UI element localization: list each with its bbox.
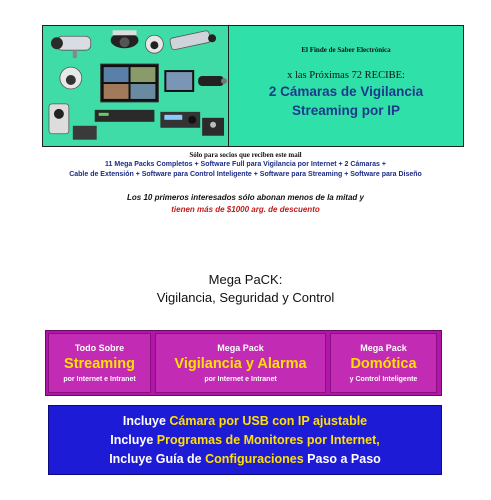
box-sub-label: por Internet e Intranet (204, 376, 277, 383)
promo-text-panel (229, 26, 463, 146)
box-streaming (48, 333, 151, 393)
discount-note: tienen más de $1000 arg. de descuento (171, 205, 320, 214)
product-boxes (45, 330, 442, 396)
speed-dome-camera-icon (145, 35, 163, 53)
dvr-icon (95, 110, 155, 122)
includes-highlight: Programas de Monitores por Internet, (156, 432, 380, 447)
promo-source: El Finde de Saber Electrónica (301, 46, 391, 54)
camera-small-icon (73, 126, 97, 140)
cameras-illustration (43, 26, 228, 146)
includes-prefix: Incluye (110, 432, 157, 447)
includes-box (48, 405, 442, 475)
first10-note: Los 10 primeros interesados sólo abonan menos de la mitad y (127, 193, 364, 202)
monitor-icon (101, 64, 159, 102)
box-main-label: Vigilancia y Alarma (174, 356, 307, 372)
box-sub-label: por Internet e Intranet (63, 376, 136, 383)
camera-bottom-icon (49, 104, 69, 134)
ptz-camera-icon (60, 67, 82, 89)
includes-line-2 (110, 431, 380, 450)
members-note: Sólo para socios que reciben este mail (189, 151, 302, 159)
includes-line-3 (109, 450, 381, 469)
monitor-small-icon (164, 70, 194, 92)
mega-pack-heading: Mega PaCK: (208, 272, 283, 287)
mega-pack-subheading: Vigilancia, Seguridad y Control (156, 290, 335, 305)
promo-title-line1: 2 Cámaras de Vigilancia (268, 84, 424, 99)
box-top-label: Todo Sobre (74, 343, 125, 353)
includes-prefix: Incluye Guía de (109, 451, 206, 466)
box-domotica (330, 333, 437, 393)
packs-line-1: 11 Mega Packs Completos + Software Full para Vigilancia por Internet + 2 Cámaras + (105, 161, 386, 168)
includes-highlight: Configuraciones (205, 451, 304, 466)
promo-offer: x las Próximas 72 RECIBE: (287, 70, 405, 81)
includes-highlight: Cámara por USB con IP ajustable (169, 413, 368, 428)
includes-suffix: Paso a Paso (303, 451, 381, 466)
box-vigilancia (155, 333, 326, 393)
promo-title-line2: Streaming por IP (291, 103, 401, 118)
includes-line-1 (123, 412, 367, 431)
promo-banner (42, 25, 464, 147)
joystick-icon (202, 118, 224, 136)
box-sub-label: y Control Inteligente (349, 376, 418, 383)
box-main-label: Streaming (64, 356, 135, 372)
keyboard-controller-icon (160, 112, 200, 128)
dome-camera-icon (111, 30, 139, 48)
packs-line-2: Cable de Extensión + Software para Control Inteligente + Software para Streaming + Software para Diseño (69, 171, 422, 178)
cameras-image (43, 26, 229, 146)
box-main-label: Domótica (350, 356, 417, 372)
box-top-label: Mega Pack (360, 343, 407, 353)
includes-prefix: Incluye (122, 413, 170, 428)
box-top-label: Mega Pack (217, 343, 264, 353)
camera-right-icon (198, 76, 227, 86)
